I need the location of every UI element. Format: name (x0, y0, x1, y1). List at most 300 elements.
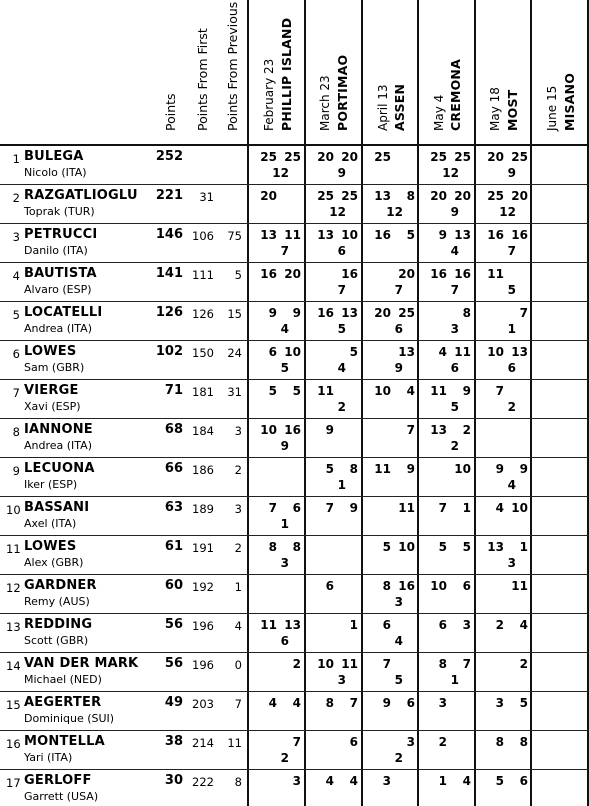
race-1-points: 13 (317, 228, 334, 242)
table-row (0, 380, 589, 419)
rider-firstname-nation: Nicolo (ITA) (24, 166, 87, 179)
race-2-points: 13 (341, 306, 358, 320)
race-1-points: 5 (268, 384, 277, 398)
race-1-points: 6 (438, 618, 447, 632)
table-row (0, 770, 589, 806)
race-1-points: 4 (495, 501, 504, 515)
race-1-points: 7 (495, 384, 504, 398)
round-result-cell (306, 653, 360, 692)
round-date: May 18 (488, 87, 502, 131)
rider-points-from-first: 106 (192, 229, 214, 243)
superpole-points: 6 (507, 361, 516, 375)
race-1-points: 11 (317, 384, 334, 398)
rider-points: 60 (164, 578, 183, 593)
round-result-cell (419, 653, 473, 692)
table-row (0, 614, 589, 653)
rider-points: 126 (155, 305, 183, 320)
race-2-points: 6 (349, 735, 358, 749)
race-2-points: 7 (349, 696, 358, 710)
round-result-cell (249, 614, 303, 653)
superpole-points: 9 (450, 205, 459, 219)
round-result-cell (306, 185, 360, 224)
race-1-points: 25 (317, 189, 334, 203)
round-result-cell (363, 185, 417, 224)
superpole-points: 7 (337, 283, 346, 297)
round-result-cell (306, 575, 360, 614)
round-result-cell (532, 224, 586, 263)
round-result-cell (419, 614, 473, 653)
round-result-cell (363, 653, 417, 692)
race-2-points: 25 (511, 150, 528, 164)
rider-points: 102 (155, 344, 183, 359)
rider-surname: LOWES (24, 539, 77, 554)
rider-points-from-previous: 3 (234, 424, 242, 438)
rider-firstname-nation: Andrea (ITA) (24, 439, 92, 452)
race-1-points: 25 (487, 189, 504, 203)
round-result-cell (532, 770, 586, 806)
race-2-points: 10 (454, 462, 471, 476)
race-2-points: 11 (398, 501, 415, 515)
superpole-points: 5 (394, 673, 403, 687)
race-2-points: 4 (519, 618, 528, 632)
superpole-points: 5 (337, 322, 346, 336)
race-2-points: 4 (292, 696, 301, 710)
round-result-cell (249, 692, 303, 731)
rider-position: 11 (6, 542, 21, 556)
rider-points-from-previous: 31 (227, 385, 242, 399)
race-2-points: 6 (292, 501, 301, 515)
round-result-cell (419, 536, 473, 575)
race-1-points: 11 (430, 384, 447, 398)
race-1-points: 10 (374, 384, 391, 398)
round-result-cell (249, 731, 303, 770)
rider-position: 5 (12, 308, 20, 322)
round-result-cell (419, 575, 473, 614)
table-row (0, 146, 589, 185)
race-1-points: 4 (325, 774, 334, 788)
superpole-points: 7 (450, 283, 459, 297)
rider-points-from-previous: 4 (234, 619, 242, 633)
round-result-cell (476, 185, 530, 224)
round-result-cell (476, 302, 530, 341)
rider-points: 146 (155, 227, 183, 242)
rider-surname: AEGERTER (24, 695, 102, 710)
round-result-cell (419, 263, 473, 302)
round-result-cell (249, 653, 303, 692)
round-result-cell (532, 419, 586, 458)
superpole-points: 3 (337, 673, 346, 687)
round-result-cell (419, 458, 473, 497)
round-result-cell (476, 458, 530, 497)
rider-points: 221 (155, 188, 183, 203)
race-1-points: 4 (268, 696, 277, 710)
race-2-points: 13 (511, 345, 528, 359)
superpole-points: 5 (280, 361, 289, 375)
rider-points-from-first: 181 (192, 385, 214, 399)
rider-points: 66 (164, 461, 183, 476)
round-result-cell (532, 575, 586, 614)
round-result-cell (476, 536, 530, 575)
race-1-points: 8 (382, 579, 391, 593)
rider-surname: IANNONE (24, 422, 93, 437)
race-1-points: 8 (268, 540, 277, 554)
rider-points-from-previous: 5 (234, 268, 242, 282)
rider-points-from-first: 111 (192, 268, 214, 282)
race-2-points: 2 (462, 423, 471, 437)
rider-firstname-nation: Alvaro (ESP) (24, 283, 92, 296)
round-result-cell (249, 263, 303, 302)
race-1-points: 20 (317, 150, 334, 164)
rider-points-from-first: 126 (192, 307, 214, 321)
superpole-points: 7 (394, 283, 403, 297)
race-2-points: 1 (349, 618, 358, 632)
race-2-points: 5 (292, 384, 301, 398)
rider-position: 16 (6, 737, 21, 751)
race-2-points: 10 (511, 501, 528, 515)
rider-position: 8 (12, 425, 20, 439)
rider-firstname-nation: Axel (ITA) (24, 517, 77, 530)
superpole-points: 6 (280, 634, 289, 648)
race-2-points: 9 (349, 501, 358, 515)
rider-surname: BULEGA (24, 149, 84, 164)
round-result-cell (363, 419, 417, 458)
round-result-cell (306, 614, 360, 653)
rider-points: 252 (155, 149, 183, 164)
rider-points-from-previous: 15 (227, 307, 242, 321)
table-row (0, 341, 589, 380)
race-1-points: 9 (382, 696, 391, 710)
table-row (0, 458, 589, 497)
round-result-cell (476, 497, 530, 536)
round-result-cell (363, 614, 417, 653)
rider-points-from-previous: 3 (234, 502, 242, 516)
superpole-points: 12 (499, 205, 516, 219)
table-row (0, 302, 589, 341)
round-result-cell (363, 497, 417, 536)
round-result-cell (249, 419, 303, 458)
rider-points-from-previous: 24 (227, 346, 242, 360)
round-result-cell (249, 497, 303, 536)
race-2-points: 11 (511, 579, 528, 593)
rider-firstname-nation: Yari (ITA) (24, 751, 73, 764)
round-result-cell (419, 185, 473, 224)
rider-surname: RAZGATLIOGLU (24, 188, 138, 203)
race-1-points: 9 (495, 462, 504, 476)
rider-firstname-nation: Alex (GBR) (24, 556, 84, 569)
round-result-cell (306, 380, 360, 419)
race-2-points: 3 (462, 618, 471, 632)
rider-firstname-nation: Dominique (SUI) (24, 712, 115, 725)
round-result-cell (306, 536, 360, 575)
race-2-points: 9 (406, 462, 415, 476)
race-2-points: 20 (511, 189, 528, 203)
race-1-points: 5 (325, 462, 334, 476)
round-result-cell (532, 653, 586, 692)
table-row (0, 692, 589, 731)
race-2-points: 3 (292, 774, 301, 788)
table-row (0, 731, 589, 770)
race-1-points: 16 (487, 228, 504, 242)
table-row (0, 536, 589, 575)
rider-firstname-nation: Toprak (TUR) (24, 205, 95, 218)
round-result-cell (419, 341, 473, 380)
rider-points-from-previous: 2 (234, 463, 242, 477)
round-name: PORTIMAO (335, 54, 350, 131)
superpole-points: 4 (450, 244, 459, 258)
race-2-points: 4 (349, 774, 358, 788)
round-result-cell (249, 341, 303, 380)
rider-points-from-first: 191 (192, 541, 214, 555)
rider-points: 49 (164, 695, 183, 710)
round-result-cell (363, 692, 417, 731)
race-2-points: 8 (462, 306, 471, 320)
round-result-cell (419, 380, 473, 419)
race-1-points: 7 (382, 657, 391, 671)
round-result-cell (419, 146, 473, 185)
round-result-cell (532, 614, 586, 653)
race-1-points: 16 (260, 267, 277, 281)
race-1-points: 3 (495, 696, 504, 710)
rider-points-from-previous: 7 (234, 697, 242, 711)
race-1-points: 8 (495, 735, 504, 749)
rider-surname: BASSANI (24, 500, 90, 515)
race-2-points: 8 (406, 189, 415, 203)
race-2-points: 16 (511, 228, 528, 242)
race-1-points: 8 (438, 657, 447, 671)
race-1-points: 9 (438, 228, 447, 242)
race-1-points: 25 (374, 150, 391, 164)
round-result-cell (306, 458, 360, 497)
round-result-cell (532, 536, 586, 575)
superpole-points: 9 (337, 166, 346, 180)
race-2-points: 8 (519, 735, 528, 749)
superpole-points: 4 (337, 361, 346, 375)
round-result-cell (306, 263, 360, 302)
round-result-cell (419, 731, 473, 770)
race-1-points: 10 (487, 345, 504, 359)
round-result-cell (532, 458, 586, 497)
race-2-points: 10 (398, 540, 415, 554)
superpole-points: 6 (337, 244, 346, 258)
round-result-cell (476, 419, 530, 458)
round-result-cell (249, 770, 303, 806)
round-result-cell (476, 575, 530, 614)
round-result-cell (532, 380, 586, 419)
rider-firstname-nation: Michael (NED) (24, 673, 102, 686)
table-row (0, 575, 589, 614)
race-2-points: 16 (284, 423, 301, 437)
round-result-cell (306, 302, 360, 341)
round-result-cell (306, 497, 360, 536)
superpole-points: 12 (442, 166, 459, 180)
rider-position: 3 (12, 230, 20, 244)
round-result-cell (476, 341, 530, 380)
header-points-from-first: Points From First (195, 28, 210, 131)
round-name: PHILLIP ISLAND (279, 17, 294, 131)
race-2-points: 2 (292, 657, 301, 671)
round-result-cell (363, 224, 417, 263)
round-result-cell (363, 146, 417, 185)
race-2-points: 13 (398, 345, 415, 359)
superpole-points: 3 (450, 322, 459, 336)
race-1-points: 3 (438, 696, 447, 710)
rider-points-from-previous: 11 (227, 736, 242, 750)
round-result-cell (476, 653, 530, 692)
rider-points-from-first: 186 (192, 463, 214, 477)
rider-firstname-nation: Remy (AUS) (24, 595, 90, 608)
round-result-cell (249, 185, 303, 224)
race-1-points: 13 (487, 540, 504, 554)
rider-position: 12 (6, 581, 21, 595)
round-date: March 23 (318, 75, 332, 131)
superpole-points: 1 (507, 322, 516, 336)
race-2-points: 8 (349, 462, 358, 476)
race-1-points: 16 (374, 228, 391, 242)
rider-points-from-previous: 8 (234, 775, 242, 789)
rider-position: 9 (12, 464, 20, 478)
race-1-points: 3 (382, 774, 391, 788)
rider-surname: LECUONA (24, 461, 95, 476)
rider-points-from-first: 203 (192, 697, 214, 711)
superpole-points: 9 (280, 439, 289, 453)
superpole-points: 1 (450, 673, 459, 687)
round-result-cell (249, 575, 303, 614)
rider-firstname-nation: Scott (GBR) (24, 634, 89, 647)
round-result-cell (476, 380, 530, 419)
round-result-cell (249, 146, 303, 185)
race-1-points: 13 (260, 228, 277, 242)
round-result-cell (363, 536, 417, 575)
race-1-points: 7 (325, 501, 334, 515)
round-result-cell (249, 458, 303, 497)
round-name: MOST (505, 89, 520, 131)
rider-position: 2 (12, 191, 20, 205)
race-1-points: 16 (430, 267, 447, 281)
round-result-cell (363, 575, 417, 614)
race-1-points: 6 (325, 579, 334, 593)
rider-points: 68 (164, 422, 183, 437)
round-result-cell (306, 731, 360, 770)
rider-points-from-previous: 75 (227, 229, 242, 243)
round-result-cell (476, 263, 530, 302)
race-2-points: 3 (406, 735, 415, 749)
rider-points: 38 (164, 734, 183, 749)
round-result-cell (306, 224, 360, 263)
rider-position: 10 (6, 503, 21, 517)
race-1-points: 25 (260, 150, 277, 164)
race-1-points: 5 (495, 774, 504, 788)
rider-position: 14 (6, 659, 21, 673)
race-2-points: 7 (292, 735, 301, 749)
round-result-cell (419, 497, 473, 536)
round-result-cell (419, 302, 473, 341)
race-2-points: 20 (284, 267, 301, 281)
superpole-points: 7 (280, 244, 289, 258)
race-1-points: 8 (325, 696, 334, 710)
rider-position: 13 (6, 620, 21, 634)
race-2-points: 7 (462, 657, 471, 671)
race-2-points: 8 (292, 540, 301, 554)
race-2-points: 20 (454, 189, 471, 203)
rider-surname: MONTELLA (24, 734, 105, 749)
rider-points-from-previous: 1 (234, 580, 242, 594)
rider-position: 6 (12, 347, 20, 361)
rider-surname: PETRUCCI (24, 227, 98, 242)
superpole-points: 3 (507, 556, 516, 570)
table-row (0, 653, 589, 692)
superpole-points: 3 (280, 556, 289, 570)
rider-points-from-first: 189 (192, 502, 214, 516)
rider-surname: BAUTISTA (24, 266, 97, 281)
race-2-points: 16 (341, 267, 358, 281)
rider-surname: REDDING (24, 617, 93, 632)
rider-firstname-nation: Sam (GBR) (24, 361, 85, 374)
round-result-cell (249, 302, 303, 341)
round-result-cell (419, 692, 473, 731)
rider-position: 15 (6, 698, 21, 712)
superpole-points: 5 (450, 400, 459, 414)
race-2-points: 7 (519, 306, 528, 320)
round-result-cell (249, 380, 303, 419)
round-result-cell (306, 419, 360, 458)
race-1-points: 2 (438, 735, 447, 749)
rider-points-from-first: 196 (192, 619, 214, 633)
rider-firstname-nation: Andrea (ITA) (24, 322, 92, 335)
race-2-points: 25 (398, 306, 415, 320)
race-1-points: 20 (487, 150, 504, 164)
race-2-points: 5 (462, 540, 471, 554)
superpole-points: 7 (507, 244, 516, 258)
superpole-points: 4 (507, 478, 516, 492)
round-result-cell (249, 224, 303, 263)
superpole-points: 12 (272, 166, 289, 180)
rider-surname: VAN DER MARK (24, 656, 139, 671)
superpole-points: 6 (450, 361, 459, 375)
table-row (0, 419, 589, 458)
race-1-points: 6 (382, 618, 391, 632)
superpole-points: 6 (394, 322, 403, 336)
round-result-cell (532, 185, 586, 224)
race-2-points: 9 (519, 462, 528, 476)
round-result-cell (419, 419, 473, 458)
race-1-points: 6 (268, 345, 277, 359)
rider-firstname-nation: Xavi (ESP) (24, 400, 81, 413)
superpole-points: 9 (394, 361, 403, 375)
round-date: June 15 (545, 85, 559, 131)
race-1-points: 4 (438, 345, 447, 359)
superpole-points: 5 (507, 283, 516, 297)
round-result-cell (363, 380, 417, 419)
round-name: MISANO (562, 72, 577, 131)
race-1-points: 20 (374, 306, 391, 320)
race-2-points: 20 (341, 150, 358, 164)
round-result-cell (476, 770, 530, 806)
rider-position: 17 (6, 776, 21, 790)
race-2-points: 25 (284, 150, 301, 164)
race-1-points: 16 (317, 306, 334, 320)
race-1-points: 11 (260, 618, 277, 632)
race-2-points: 7 (406, 423, 415, 437)
superpole-points: 12 (386, 205, 403, 219)
rider-points-from-first: 192 (192, 580, 214, 594)
rider-points: 71 (164, 383, 183, 398)
race-2-points: 2 (519, 657, 528, 671)
rider-points-from-first: 196 (192, 658, 214, 672)
race-2-points: 11 (284, 228, 301, 242)
race-2-points: 11 (454, 345, 471, 359)
rider-points-from-previous: 0 (234, 658, 242, 672)
round-result-cell (363, 302, 417, 341)
